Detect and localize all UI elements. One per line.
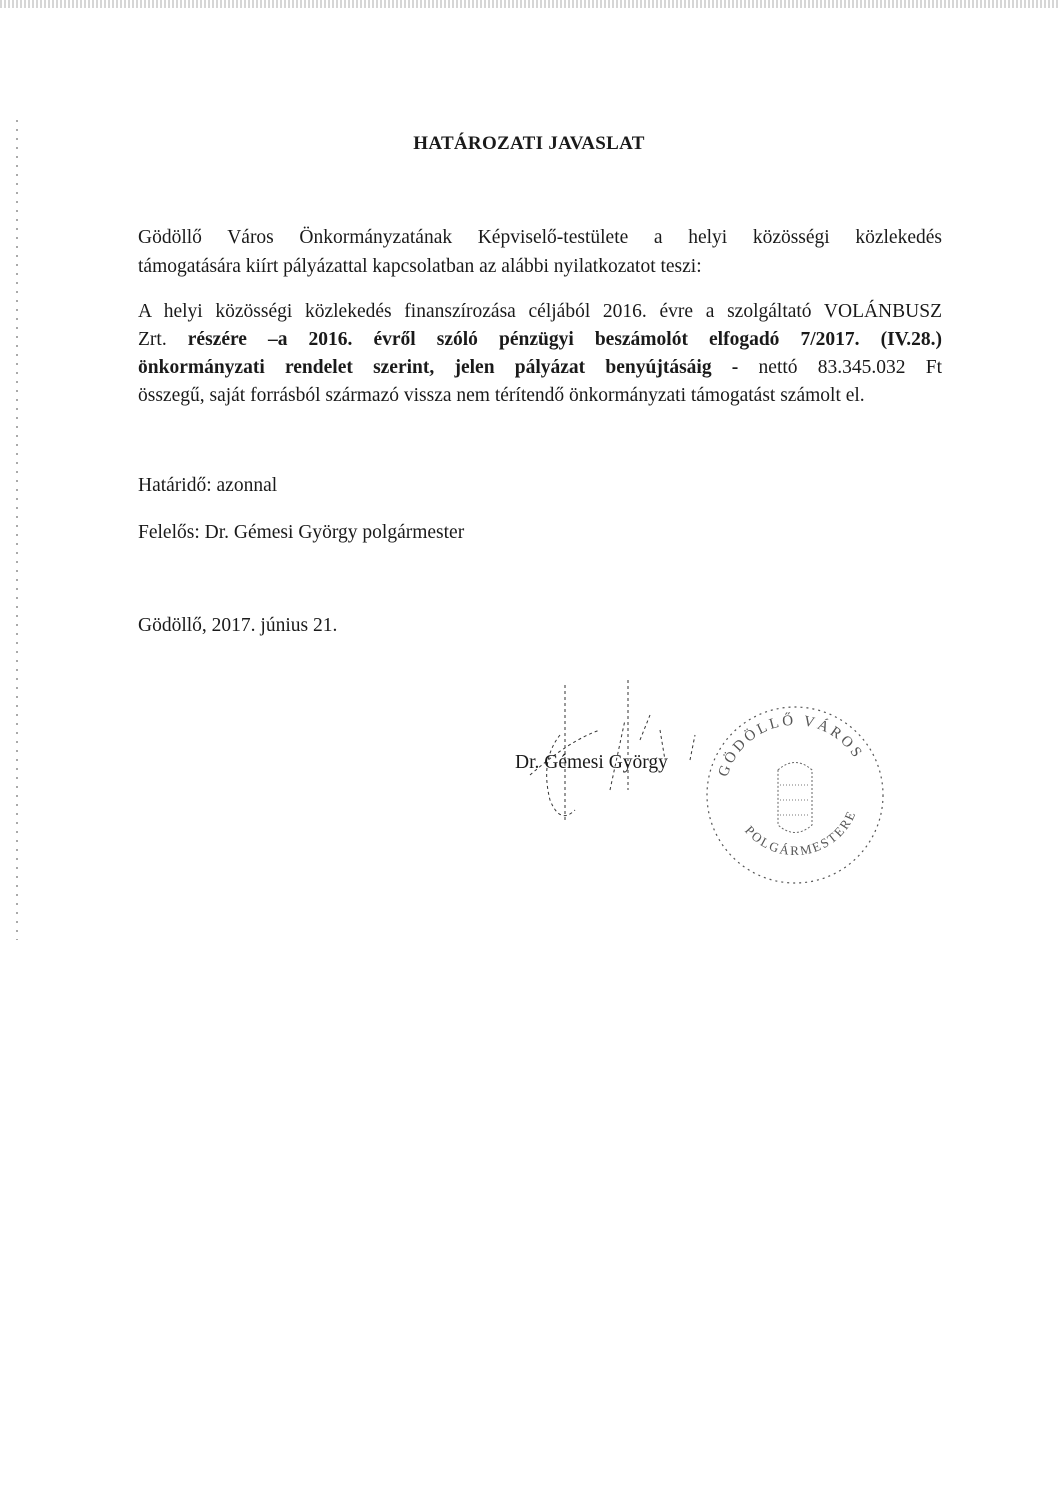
signatory-name: Dr. Gémesi György <box>515 752 668 773</box>
responsible: Felelős: Dr. Gémesi György polgármester <box>138 522 465 543</box>
official-stamp <box>700 700 890 890</box>
scan-edge-artifact <box>16 120 18 940</box>
text-plain: nettó 83.345.032 Ft <box>758 357 942 378</box>
text-plain: Zrt. <box>138 329 167 350</box>
scan-artifact <box>0 0 1058 8</box>
paragraph1-line2: támogatására kiírt pályázattal kapcsolatban az alábbi nyilatkozatot teszi: <box>138 256 702 277</box>
date: Gödöllő, 2017. június 21. <box>138 615 338 636</box>
text-bold: önkormányzati rendelet szerint, jelen pályázat benyújtásáig - <box>138 357 739 378</box>
svg-text:GÖDÖLLŐ VÁROS: GÖDÖLLŐ VÁROS <box>715 712 867 779</box>
paragraph2-line2 <box>138 328 942 352</box>
deadline: Határidő: azonnal <box>138 475 278 496</box>
paragraph1-line1: Gödöllő Város Önkormányzatának Képviselő-testülete a helyi közösségi közlekedés <box>138 227 942 248</box>
paragraph2-line1: A helyi közösségi közlekedés finanszírozása céljából 2016. évre a szolgáltató VOLÁNBUSZ <box>138 301 942 322</box>
paragraph2-line3 <box>138 356 942 380</box>
paragraph2-line4: összegű, saját forrásból származó vissza nem térítendő önkormányzati támogatást számolt el. <box>138 385 865 406</box>
svg-text:POLGÁRMESTERE: POLGÁRMESTERE <box>742 807 859 859</box>
document-title: HATÁROZATI JAVASLAT <box>413 133 645 154</box>
text-bold: részére –a 2016. évről szóló pénzügyi beszámolót elfogadó 7/2017. (IV.28.) <box>187 329 942 350</box>
